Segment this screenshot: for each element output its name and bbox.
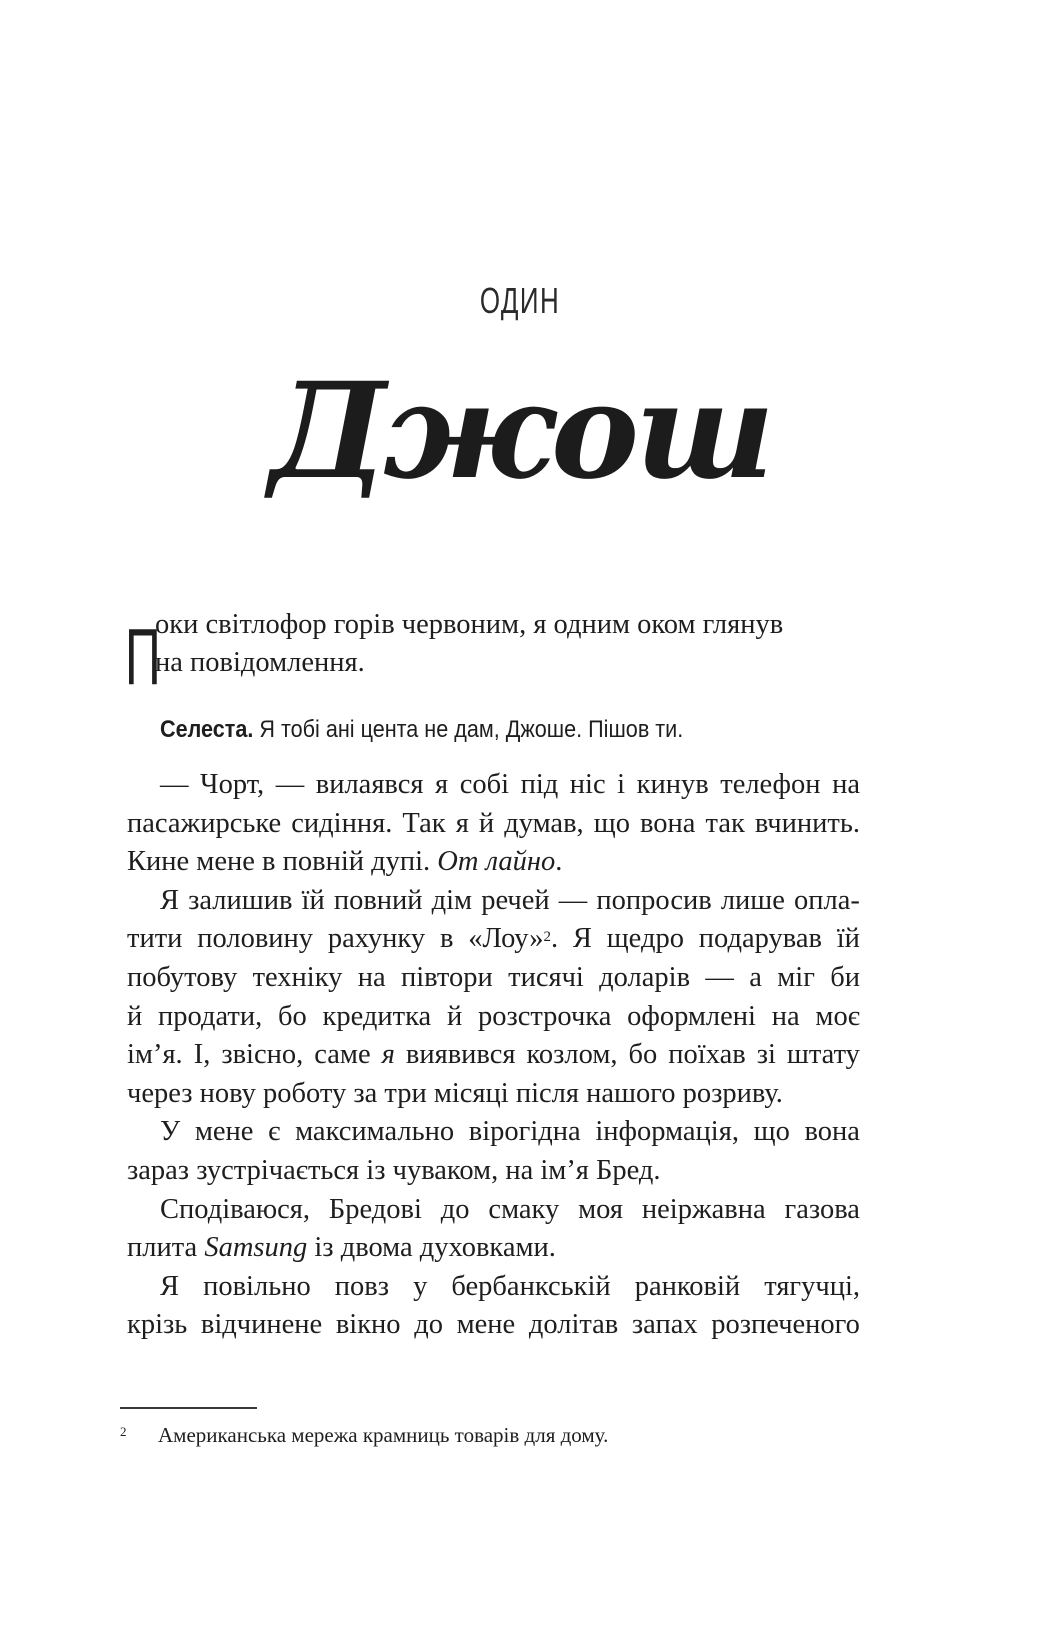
- text-line: Я залишив їй повний дім речей — попросив лише опла-: [160, 884, 860, 916]
- text-line: Сподіваюся, Бредові до смаку моя неіржавна газова: [160, 1193, 860, 1225]
- text-line: пасажирське сидіння. Так я й думав, що вона так вчинить.: [127, 807, 860, 839]
- footnote-text: Американська мережа крамниць товарів для дому.: [158, 1423, 609, 1447]
- text-line: на повідомлення.: [155, 647, 365, 678]
- text-line: крізь відчинене вікно до мене долітав запах розпеченого: [127, 1309, 860, 1341]
- drop-cap: П: [125, 612, 161, 701]
- text-message: [160, 710, 683, 750]
- text-line: оки світлофор горів червоним, я одним оком глянув: [155, 609, 784, 640]
- text-line: через нову роботу за три місяці після нашого розриву.: [127, 1077, 783, 1109]
- text-line: Кине мене в повній дупі. От лайно.: [127, 846, 563, 878]
- message-sender: Селеста.: [160, 716, 254, 743]
- text-line: плита Samsung із двома духовками.: [127, 1232, 556, 1264]
- text-line: — Чорт, — вилаявся я собі під ніс і кинув телефон на: [160, 769, 860, 800]
- text-line: тити половину рахунку в «Лоу»$^2$. Я щедро подарував їй: [127, 923, 860, 955]
- text-line: Я повільно повз у бербанкській ранковій тягучці,: [160, 1270, 860, 1302]
- footnote-number: 2: [120, 1424, 127, 1439]
- text-line: побутову техніку на півтори тисячі доларів — а міг би: [127, 962, 860, 993]
- chapter-title: Джош: [269, 354, 771, 509]
- footnote-divider: [120, 1407, 257, 1409]
- text-line: У мене є максимально вірогідна інформація, що вона: [160, 1116, 860, 1148]
- chapter-number: ОДИН: [479, 280, 561, 321]
- message-text: Я тобі ані цента не дам, Джоше. Пішов ти.: [259, 716, 684, 743]
- text-line: ім’я. І, звісно, саме я виявився козлом, бо поїхав зі штату: [127, 1039, 860, 1071]
- footnote: [120, 1420, 608, 1450]
- text-line: й продати, бо кредитка й розстрочка оформлені на моє: [127, 1000, 860, 1032]
- text-line: зараз зустрічається із чуваком, на ім’я Бред.: [127, 1155, 661, 1186]
